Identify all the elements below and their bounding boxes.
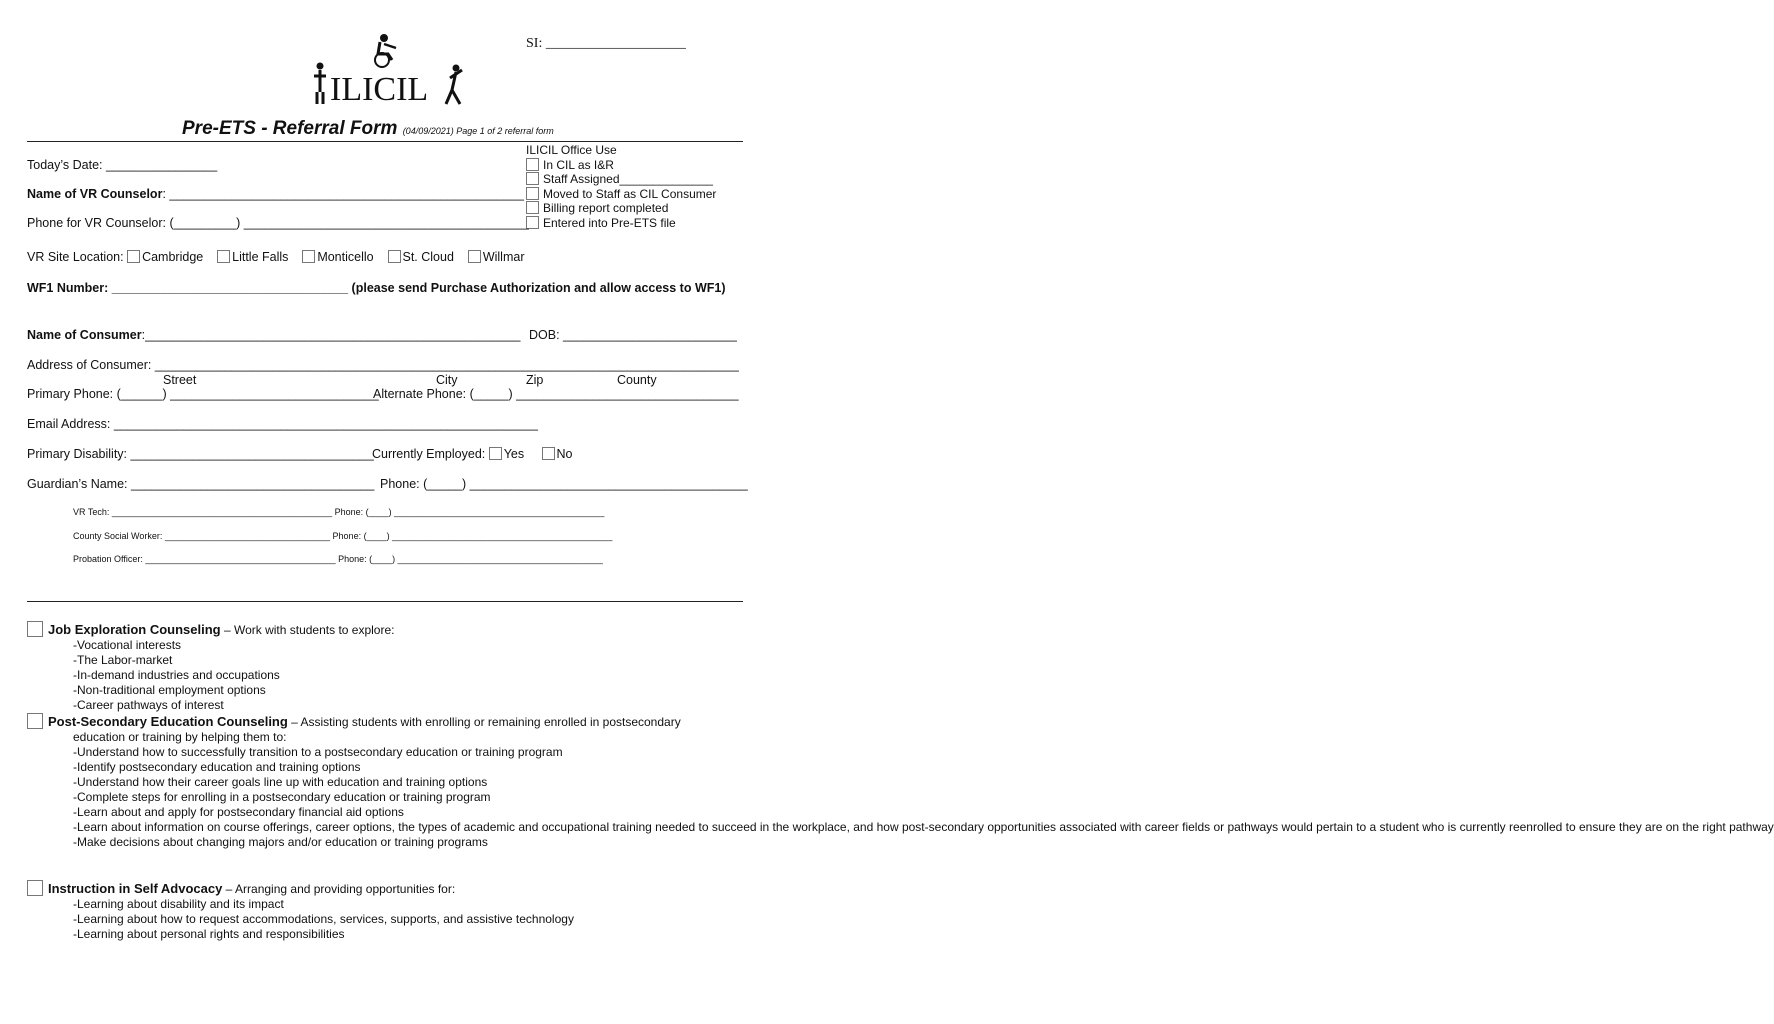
vr-site-location: VR Site Location: Cambridge Little Falls Monticello St. Cloud Willmar [27,250,525,264]
list-item: -Make decisions about changing majors and/or education or training programs [73,835,488,849]
primary-disability-field[interactable]: Primary Disability: ___________________________________ [27,447,374,461]
site-checkbox-willmar[interactable] [468,250,481,263]
office-use-panel [526,143,716,231]
list-item: -Understand how their career goals line up with education and training options [73,775,488,789]
guardian-phone-field[interactable]: Phone: (_____) ________________________________________ [380,477,748,491]
site-checkbox-monticello[interactable] [302,250,315,263]
list-item: -Learning about how to request accommodations, services, supports, and assistive technology [73,912,574,926]
address-zip-label: Zip [526,373,544,387]
job-exploration-checkbox[interactable] [27,621,43,637]
office-item-4: Billing report completed [526,201,716,216]
list-item: -Non-traditional employment options [73,683,266,697]
consumer-name-field[interactable]: Name of Consumer:______________________________________________________ [27,328,521,342]
job-exploration-section: Job Exploration Counseling – Work with students to explore: -Vocational interests -The Labor-market -In-demand industries and occupations -Non-traditional employment options -Career pathways of interest [48,622,395,712]
site-checkbox-st-cloud[interactable] [388,250,401,263]
section-divider [27,601,743,602]
vr-phone-field[interactable]: Phone for VR Counselor: (_________) _________________________________________ [27,216,529,230]
probation-officer-field[interactable]: Probation Officer: ______________________________________ Phone: (____) _________________________________________ [73,554,603,564]
vr-counselor-field[interactable]: Name of VR Counselor: ___________________________________________________ [27,187,524,201]
office-item-5: Entered into Pre-ETS file [526,216,716,231]
office-use-heading: ILICIL Office Use [526,143,617,157]
address-field[interactable]: Address of Consumer: ____________________________________________________________________________________ [27,358,739,372]
description-continued: education or training by helping them to: [73,730,287,744]
si-field[interactable]: SI: ____________________ [526,36,686,51]
header-divider [27,141,743,142]
office-checkbox[interactable] [526,187,539,200]
address-street-label: Street [163,373,197,387]
dob-field[interactable]: DOB: _________________________ [529,328,737,342]
self-advocacy-section: Instruction in Self Advocacy – Arranging and providing opportunities for: -Learning about disability and its impact -Learning about how to request accommodations, services, supports, and assistive technology -Learning about personal rights and responsibilities [48,881,574,941]
list-item: -Learn about and apply for postsecondary financial aid options [73,805,404,819]
currently-employed: Currently Employed: Yes No [372,447,573,461]
county-social-worker-field[interactable]: County Social Worker: _________________________________ Phone: (____) ____________________________________________ [73,531,613,541]
wf1-number-field[interactable]: WF1 Number: __________________________________ (please send Purchase Authorization and allow access to WF1) [27,281,726,295]
list-item: -Learning about personal rights and responsibilities [73,927,345,941]
list-item: -Vocational interests [73,638,182,652]
list-item: -Career pathways of interest [73,698,224,712]
employed-no-checkbox[interactable] [542,447,555,460]
office-checkbox[interactable] [526,201,539,214]
post-secondary-section: Post-Secondary Education Counseling – Assisting students with enrolling or remaining enrolled in postsecondary education or training by helping them to: -Understand how to successfully transition to a postsecondary education or training program -Identify postsecondary education and training options -Understand how their career goals line up with education and training options -Complete steps for enrolling in a postsecondary education or training program -Learn about and apply for postsecondary financial aid options -Learn about information on course offerings, career options, the types of academic and occupational training needed to succeed in the workplace, and how post-secondary opportunities associated with career fields or pathways would pertain to a student who is currently reenrolled to ensure they are on the right pathway -Make decisions about changing majors and/or education or training programs [48,714,1774,849]
employed-yes-checkbox[interactable] [489,447,502,460]
office-checkbox[interactable] [526,158,539,171]
office-item-3: Moved to Staff as CIL Consumer [526,187,716,202]
address-city-label: City [436,373,458,387]
list-item: -Learning about disability and its impact [73,897,284,911]
site-checkbox-cambridge[interactable] [127,250,140,263]
todays-date-field[interactable]: Today’s Date: ________________ [27,158,218,172]
list-item: -In-demand industries and occupations [73,668,280,682]
list-item: -Learn about information on course offerings, career options, the types of academic and occupational training needed to succeed in the workplace, and how post-secondary opportunities associated with career fields or pathways would pertain to a student who is currently reenrolled to ensure they are on the right pathway [73,820,1774,834]
alternate-phone-field[interactable]: Alternate Phone: (_____) ________________________________ [373,387,739,401]
list-item: -Understand how to successfully transition to a postsecondary education or training program [73,745,563,759]
office-checkbox[interactable] [526,172,539,185]
self-advocacy-checkbox[interactable] [27,880,43,896]
site-checkbox-little-falls[interactable] [217,250,230,263]
vr-tech-field[interactable]: VR Tech: ____________________________________________ Phone: (____) __________________________________________ [73,507,605,517]
ilicil-logo [300,30,470,110]
post-secondary-checkbox[interactable] [27,713,43,729]
primary-phone-field[interactable]: Primary Phone: (______) ______________________________ [27,387,379,401]
list-item: -Complete steps for enrolling in a postsecondary education or training program [73,790,491,804]
address-county-label: County [617,373,657,387]
logo-wordmark: ILICIL [330,71,429,108]
office-item-1: In CIL as I&R [526,158,716,173]
list-item: -The Labor-market [73,653,173,667]
email-field[interactable]: Email Address: _____________________________________________________________ [27,417,538,431]
office-item-2: Staff Assigned______________ [526,172,716,187]
list-item: -Identify postsecondary education and training options [73,760,361,774]
page-title: Pre-ETS - Referral Form (04/09/2021) Page 1 of 2 referral form [182,118,554,139]
guardian-name-field[interactable]: Guardian’s Name: ___________________________________ [27,477,375,491]
